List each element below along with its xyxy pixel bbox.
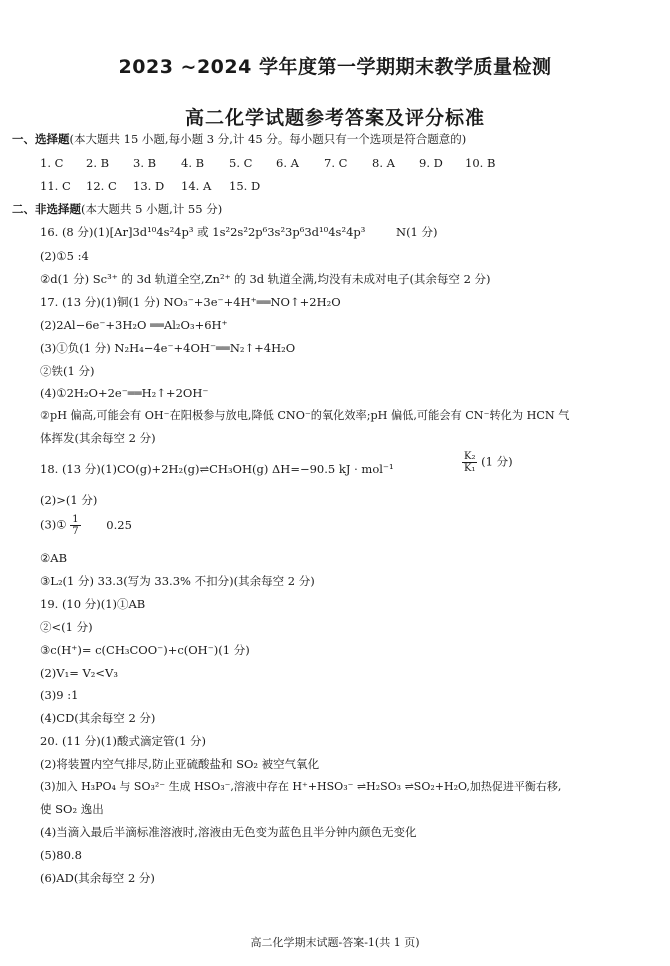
ratio-fraction [462,451,477,474]
section2-heading: 二、非选择题 [12,202,81,216]
choice-answer: 14. A [181,179,212,193]
choice-answer: 13. D [133,179,165,193]
q17-part6: ②pH 偏高,可能会有 OH⁻在阳极参与放电,降低 CNO⁻的氧化效率;pH 偏低,可能会有 CN⁻转化为 HCN 气 [40,409,570,422]
fraction-denominator: 7 [72,526,79,537]
section1-heading-line [12,131,466,147]
choice-answer: 8. A [372,156,395,170]
choice-answer: 2. B [86,156,110,170]
q17-part1: 17. (13 分)(1)铜(1 分) NO₃⁻+3e⁻+4H⁺══NO↑+2H₂O [40,295,341,309]
choice-answer: 6. A [276,156,299,170]
q18-part1-ratio [462,451,513,487]
section1-heading: 一、选择题 [12,132,70,146]
fraction-numerator: K₂ [464,451,476,462]
choice-answer: 11. C [40,179,71,193]
q16-part2: (2)①5 :4 [40,249,89,263]
q17-part7: 体挥发(其余每空 2 分) [40,431,156,445]
q18-part1-score: (1 分) [481,454,513,469]
choice-answer: 5. C [229,156,253,170]
q20-part7: (6)AD(其余每空 2 分) [40,871,155,885]
q19-part2: ②<(1 分) [40,620,93,634]
fraction-denominator: K₁ [464,463,476,474]
q16-part1: 16. (8 分)(1)[Ar]3d¹⁰4s²4p³ 或 1s²2s²2p⁶3s²3p⁶3d¹⁰4s²4p³ [40,225,366,239]
q20-part4: 使 SO₂ 逸出 [40,802,104,816]
fraction-numerator: 1 [72,514,79,525]
q17-part5: (4)①2H₂O+2e⁻══H₂↑+2OH⁻ [40,386,209,400]
choice-answer: 12. C [86,179,117,193]
q20-part3: (3)加入 H₃PO₄ 与 SO₃²⁻ 生成 HSO₃⁻,溶液中存在 H⁺+HSO₃⁻ ⇌H₂SO₃ ⇌SO₂+H₂O,加热促进平衡右移, [40,780,562,793]
q18-part3-label: (3)① [40,517,67,532]
q20-part5: (4)当滴入最后半滴标准溶液时,溶液由无色变为蓝色且半分钟内颜色无变化 [40,825,417,839]
choice-answer: 1. C [40,156,64,170]
choice-answer: 3. B [133,156,157,170]
choice-answer: 10. B [465,156,496,170]
one-seventh-fraction [70,514,80,537]
q18-part3-value: 0.25 [106,517,132,532]
choice-answer: 15. D [229,179,261,193]
page-title: 2023 ~2024 学年度第一学期期末教学质量检测 [118,56,552,78]
section1-description: (本大题共 15 小题,每小题 3 分,计 45 分。每小题只有一个选项是符合题意的) [69,132,467,146]
choice-answer: 7. C [324,156,348,170]
q18-part1: 18. (13 分)(1)CO(g)+2H₂(g)⇌CH₃OH(g) ΔH=−90.5 kJ · mol⁻¹ [40,462,394,476]
section2-heading-line [12,201,222,217]
q17-part2: (2)2Al−6e⁻+3H₂O ══Al₂O₃+6H⁺ [40,318,228,332]
choice-answer: 9. D [419,156,443,170]
q16-part3: ②d(1 分) Sc³⁺ 的 3d 轨道全空,Zn²⁺ 的 3d 轨道全满,均没有未成对电子(其余每空 2 分) [40,272,491,286]
q18-part5: ③L₂(1 分) 33.3(写为 33.3% 不扣分)(其余每空 2 分) [40,574,315,588]
q19-part1: 19. (10 分)(1)①AB [40,597,146,611]
q19-part3: ③c(H⁺)= c(CH₃COO⁻)+c(OH⁻)(1 分) [40,643,250,657]
q17-part3: (3)①负(1 分) N₂H₄−4e⁻+4OH⁻══N₂↑+4H₂O [40,341,296,355]
q18-part3 [40,514,132,548]
page-footer: 高二化学期末试题-答案-1(共 1 页) [250,936,420,949]
page-subtitle: 高二化学试题参考答案及评分标准 [184,107,485,129]
q20-part2: (2)将装置内空气排尽,防止亚硫酸盐和 SO₂ 被空气氧化 [40,757,320,771]
q18-part2: (2)>(1 分) [40,493,98,507]
q16-part1-score: N(1 分) [396,225,438,239]
choice-answer: 4. B [181,156,205,170]
q19-part5: (3)9 :1 [40,688,79,702]
section2-description: (本大题共 5 小题,计 55 分) [81,202,223,216]
q18-part4: ②AB [40,551,68,565]
q20-part6: (5)80.8 [40,848,82,862]
q17-part4: ②铁(1 分) [40,364,95,378]
q19-part6: (4)CD(其余每空 2 分) [40,711,156,725]
q20-part1: 20. (11 分)(1)酸式滴定管(1 分) [40,734,206,748]
q19-part4: (2)V₁= V₂<V₃ [40,666,118,680]
